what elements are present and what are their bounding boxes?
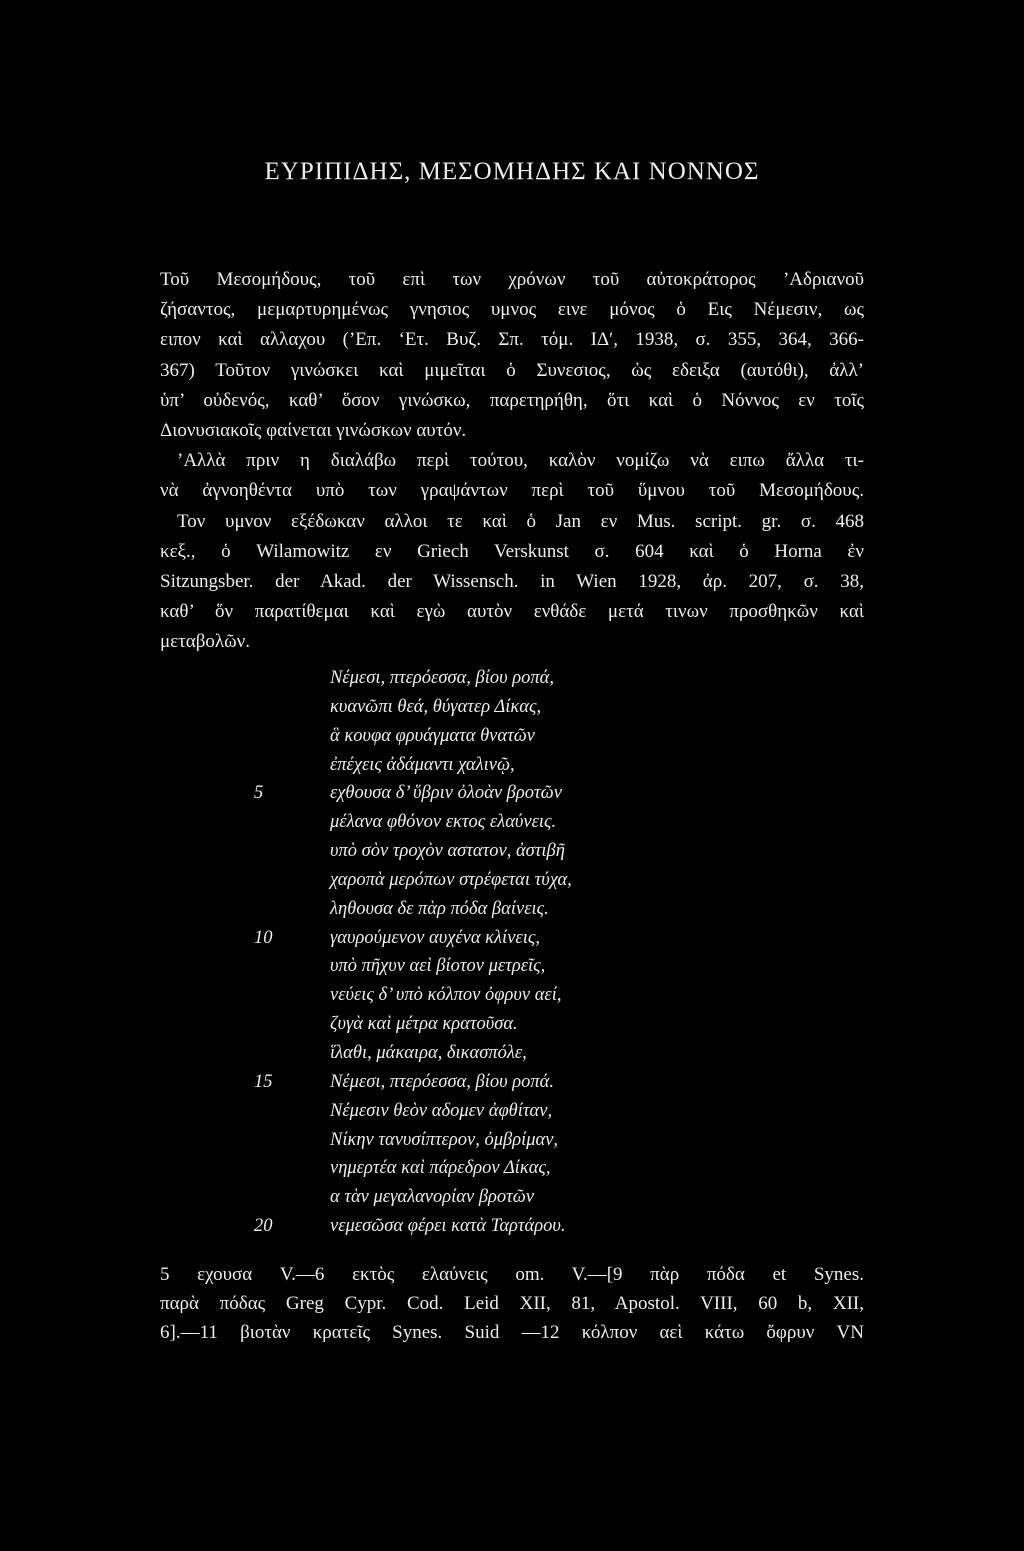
verse-text: Νέμεσιν θεὸν αδομεν ἀφθίταν, xyxy=(330,1100,553,1121)
verse-line xyxy=(248,1183,768,1212)
intro-prose xyxy=(160,265,864,657)
verse-text: μέλανα φθόνον εκτος ελαύνεις. xyxy=(330,812,557,833)
prose-line: 367) Τοῦτον γινώσκει καὶ μιμεῖται ὁ Συνεσιος, ὡς εδειξα (αυτόθι), ἀλλ’ xyxy=(160,359,864,381)
verse-text: Νέμεσι, πτερόεσσα, βίου ροπά. xyxy=(330,1071,554,1092)
verse-text: νεμεσῶσα φέρει κατὰ Ταρτάρου. xyxy=(330,1216,566,1237)
prose-line: Διονυσιακοῖς φαίνεται γινώσκων αυτόν. xyxy=(160,419,467,441)
verse-text: νεύεις δ’ υπὸ κόλπον ὀφρυν αεί, xyxy=(330,985,562,1006)
verse-number: 20 xyxy=(254,1216,273,1237)
verse-number: 10 xyxy=(254,927,273,948)
verse-text: ἐπέχεις ἀδάμαντι χαλινῷ, xyxy=(330,754,515,775)
verse-line xyxy=(248,981,768,1010)
prose-line: κεξ., ὁ Wilamowitz εν Griech Verskunst σ. 604 καὶ ὁ Horna ἐν xyxy=(160,540,864,562)
verse-text: νημερτέα καὶ πάρεδρον Δίκας, xyxy=(330,1158,551,1179)
verse-line xyxy=(248,1097,768,1126)
verse-text: ἃ κουφα φρυάγματα θνατῶν xyxy=(330,725,535,746)
verse-text: Νίκην τανυσίπτερον, ὀμβρίμαν, xyxy=(330,1129,559,1150)
verse-line xyxy=(248,722,768,751)
verse-text: ἵλαθι, μάκαιρα, δικασπόλε, xyxy=(330,1042,527,1063)
verse-line xyxy=(248,1068,768,1097)
verse-line xyxy=(248,808,768,837)
verse-text: κυανῶπι θεά, θύγατερ Δίκας, xyxy=(330,696,542,717)
hymn-text xyxy=(248,664,768,1241)
verse-text: χαροπὰ μερόπων στρέφεται τύχα, xyxy=(330,869,572,890)
prose-line: καθ’ ὅν παρατίθεμαι καὶ εγὼ αυτὸν ενθάδε μετά τινων προσθηκῶν καὶ xyxy=(160,601,864,623)
prose-line: ειπον καὶ αλλαχου (’Επ. ‘Ετ. Βυζ. Σπ. τόμ. ΙΔ′, 1938, σ. 355, 364, 366- xyxy=(160,329,864,351)
verse-text: υπὸ πῆχυν αεὶ βίοτον μετρεῖς, xyxy=(330,956,546,977)
verse-text: εχθουσα δ’ ὕβριν ὀλοὰν βροτῶν xyxy=(330,783,562,804)
apparatus-line: παρὰ πόδας Greg Cypr. Cod. Leid XII, 81, Apostol. VIII, 60 b, XII, xyxy=(160,1293,864,1314)
verse-line xyxy=(248,837,768,866)
verse-text: ζυγὰ καὶ μέτρα κρατοῦσα. xyxy=(330,1014,518,1035)
verse-text: Νέμεσι, πτερόεσσα, βίου ροπά, xyxy=(330,668,554,688)
verse-text: υπὸ σὸν τροχὸν αστατον, ἀστιβῆ xyxy=(330,841,565,862)
critical-apparatus xyxy=(160,1260,864,1347)
verse-line xyxy=(248,952,768,981)
prose-line: ’Αλλὰ πριν η διαλάβω περὶ τούτου, καλὸν νομίζω νὰ ειπω ἄλλα τι- xyxy=(177,450,864,472)
verse-number: 5 xyxy=(254,783,264,804)
verse-line xyxy=(248,779,768,808)
prose-line: Sitzungsber. der Akad. der Wissensch. in Wien 1928, ἀρ. 207, σ. 38, xyxy=(160,570,864,592)
verse-line xyxy=(248,1154,768,1183)
verse-line xyxy=(248,693,768,722)
verse-text: α τὰν μεγαλανορίαν βροτῶν xyxy=(330,1187,535,1208)
verse-text: γαυρούμενον αυχένα κλίνεις, xyxy=(330,927,540,948)
prose-line: ζήσαντος, μεμαρτυρημένως γνησιος υμνος εινε μόνος ὁ Εις Νέμεσιν, ως xyxy=(160,299,864,321)
verse-line xyxy=(248,1010,768,1039)
verse-text: ληθουσα δε πὰρ πόδα βαίνεις. xyxy=(330,898,549,919)
verse-line xyxy=(248,895,768,924)
page-title: ΕΥΡΙΠΙΔΗΣ, ΜΕΣΟΜΗΔΗΣ ΚΑΙ ΝΟΝΝΟΣ xyxy=(264,158,760,185)
prose-line: ὑπ’ οὐδενός, καθ’ ὅσον γινώσκω, παρετηρήθη, ὅτι καὶ ὁ Νόννος εν τοῖς xyxy=(160,389,864,411)
prose-line: μεταβολῶν. xyxy=(160,631,250,653)
verse-line xyxy=(248,924,768,953)
prose-line: νὰ ἀγνοηθέντα υπὸ των γραψάντων περὶ τοῦ ὕμνου τοῦ Μεσομήδους. xyxy=(160,480,864,502)
verse-line xyxy=(248,1126,768,1155)
verse-line xyxy=(248,1212,768,1241)
verse-line xyxy=(248,1039,768,1068)
verse-line xyxy=(248,664,768,693)
verse-line xyxy=(248,866,768,895)
prose-line: Τον υμνον εξέδωκαν αλλοι τε καὶ ὁ Jan εν Mus. script. gr. σ. 468 xyxy=(177,510,864,532)
verse-line xyxy=(248,751,768,780)
apparatus-line: 6].—11 βιοτὰν κρατεῖς Synes. Suid —12 κόλπον αεὶ κάτω ὄφρυν VN xyxy=(160,1322,864,1343)
apparatus-line: 5 εχουσα V.—6 εκτὸς ελαύνεις om. V.—[9 πὰρ πόδα et Synes. xyxy=(160,1264,864,1285)
verse-number: 15 xyxy=(254,1071,273,1092)
prose-line: Τοῦ Μεσομήδους, τοῦ επὶ των χρόνων τοῦ αὐτοκράτορος ’Αδριανοῦ xyxy=(160,269,864,290)
